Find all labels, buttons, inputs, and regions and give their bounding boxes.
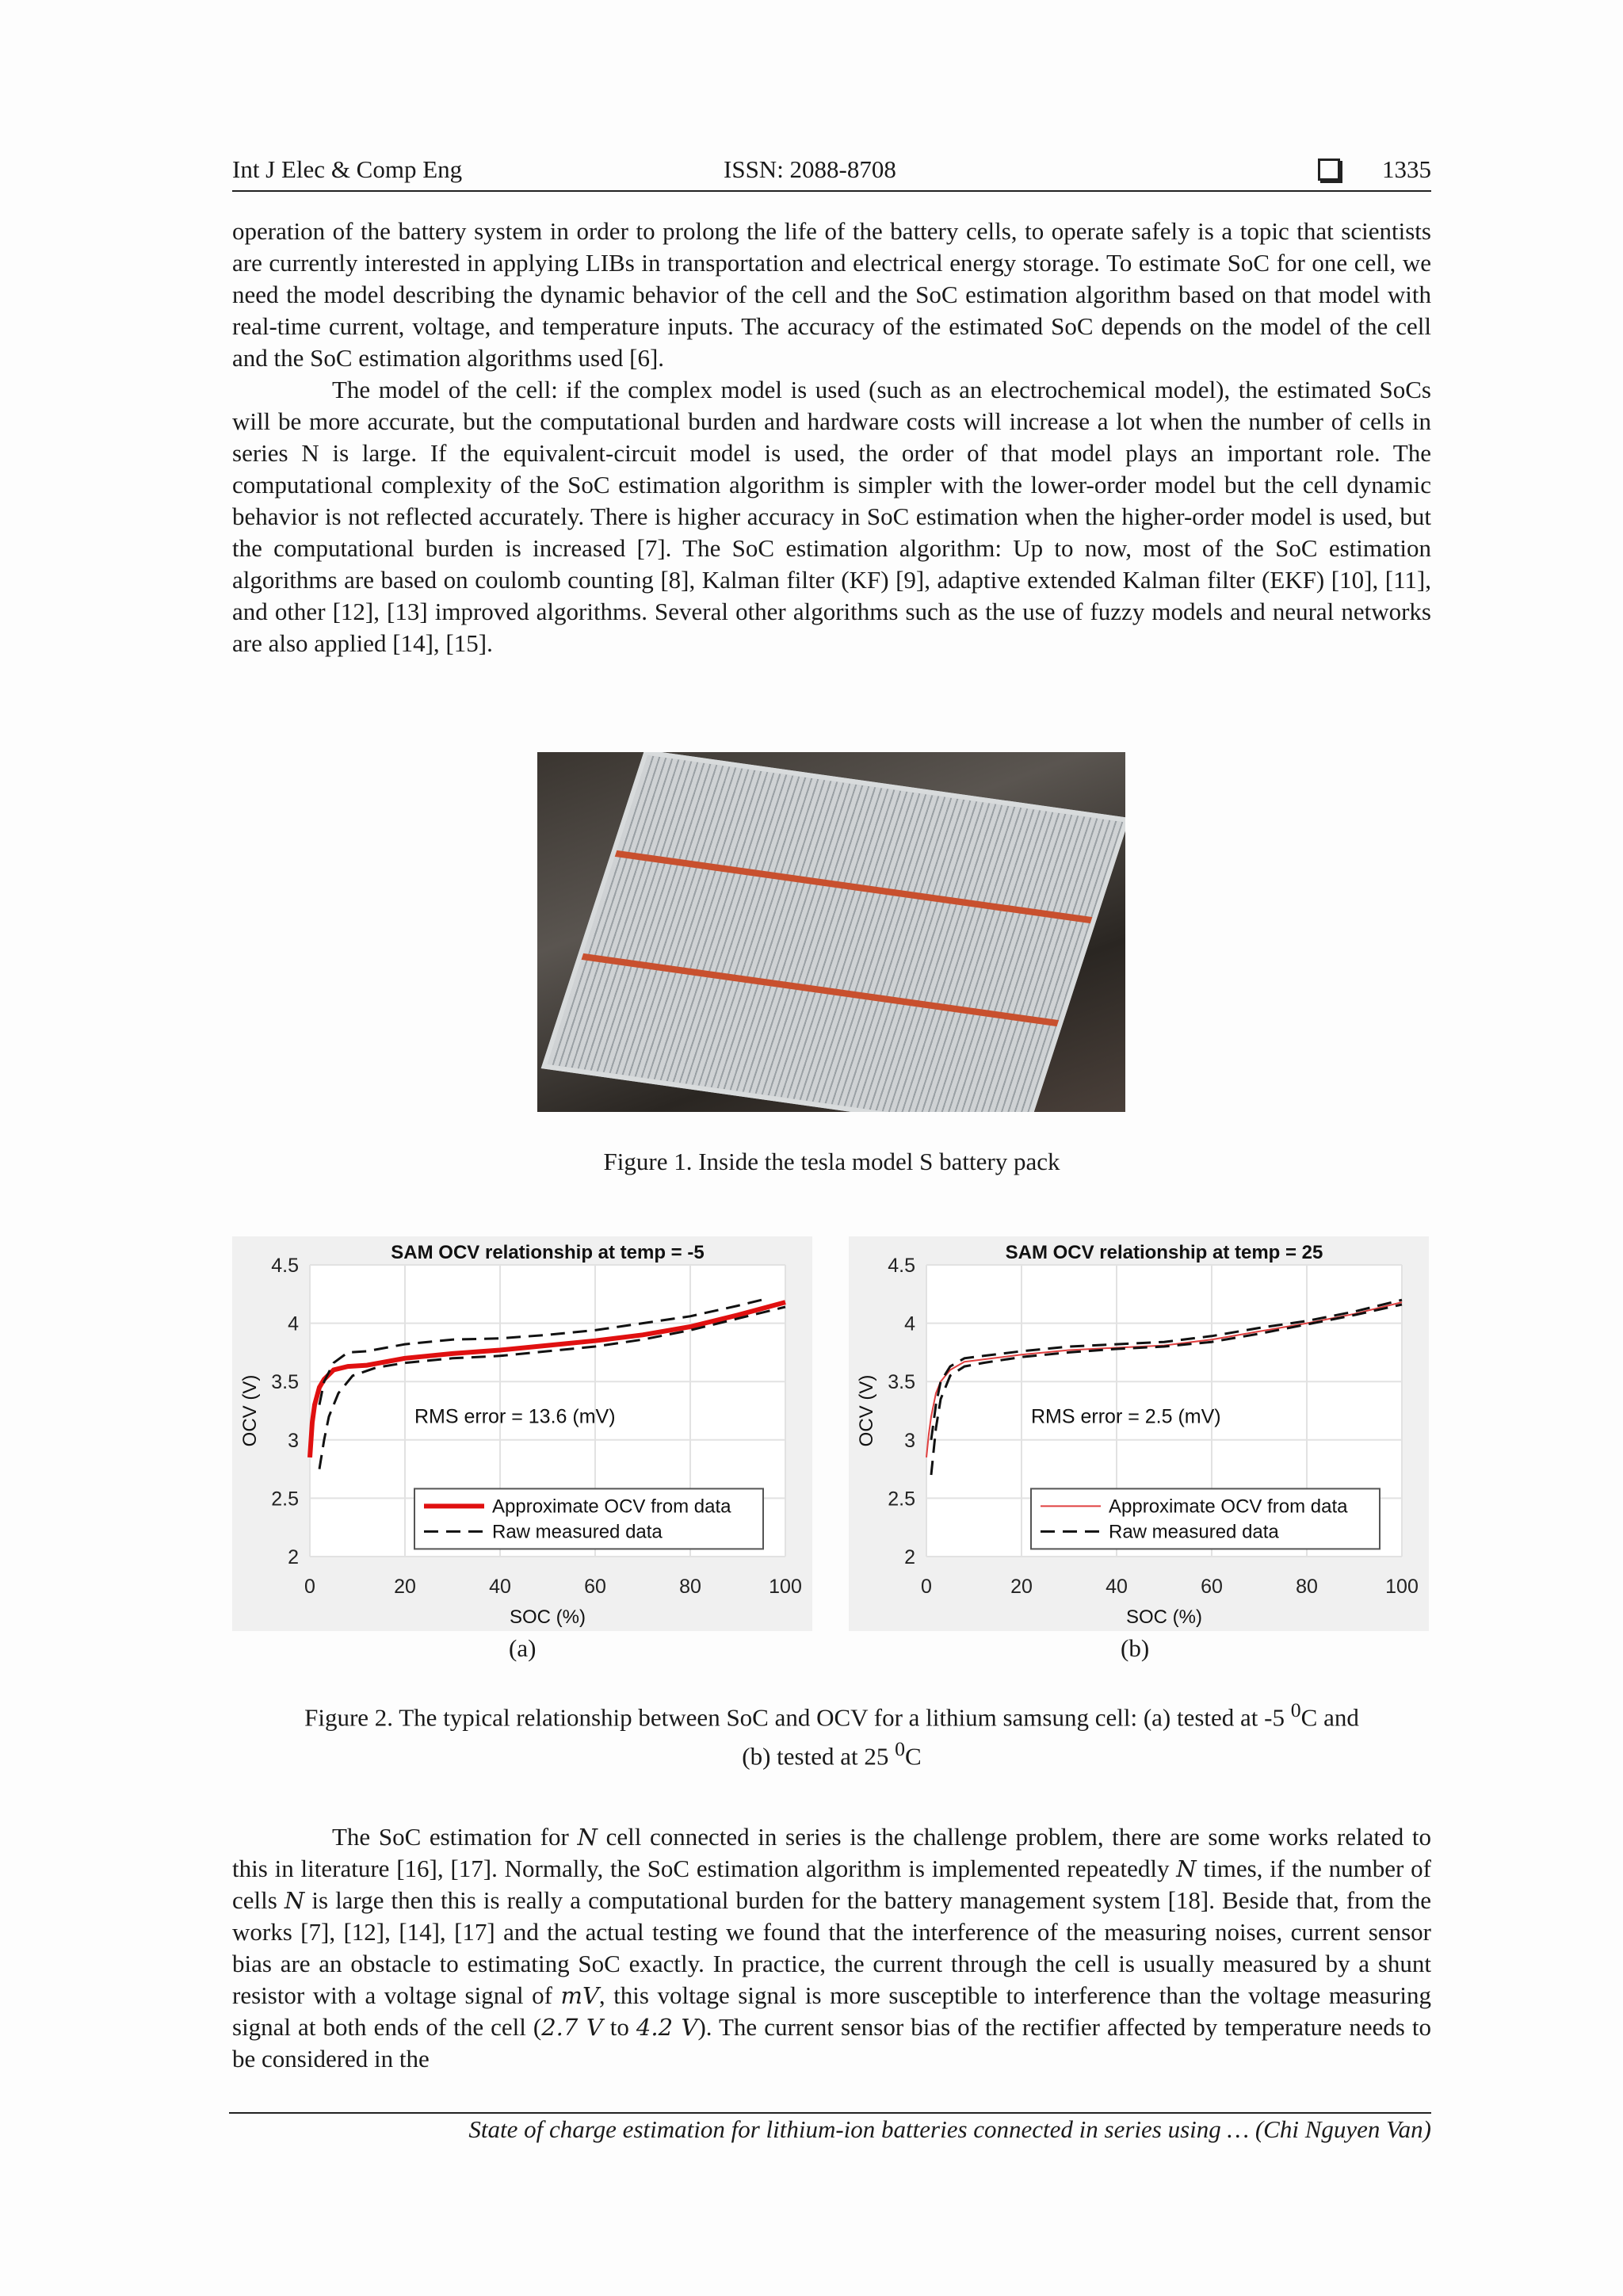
caption-sup2: 0	[895, 1737, 906, 1761]
y-tick-label: 4	[904, 1312, 915, 1335]
page-number: 1335	[1382, 155, 1431, 183]
caption-line1: Figure 2. The typical relationship between SoC and OCV for a lithium samsung cell: (a) tested at -5	[304, 1703, 1291, 1732]
x-tick-label: 100	[1385, 1576, 1419, 1598]
rms-annotation: RMS error = 13.6 (mV)	[414, 1405, 616, 1428]
figure-2-caption	[232, 1694, 1431, 1773]
page-footer: State of charge estimation for lithium-ion batteries connected in series using … (Chi Nguyen Van)	[468, 2115, 1431, 2143]
y-tick-label: 2.5	[271, 1488, 299, 1511]
legend-label-raw: Raw measured data	[492, 1521, 663, 1543]
x-axis-label: SOC (%)	[1126, 1606, 1202, 1628]
y-tick-label: 3	[288, 1429, 299, 1452]
y-tick-label: 2.5	[888, 1488, 915, 1511]
issn: ISSN: 2088-8708	[724, 155, 896, 183]
x-tick-label: 20	[1010, 1576, 1033, 1598]
x-tick-label: 100	[769, 1576, 802, 1598]
x-tick-label: 20	[394, 1576, 416, 1598]
paragraph-1: operation of the battery system in order to prolong the life of the battery cells, to operate safely is a topic that scientists are currently interested in applying LIBs in transportation and electrical energy storage. To estimate SoC for one cell, we need the model describing the dynamic behavior of the cell and the SoC estimation algorithm based on that model with real-time current, voltage, and temperature inputs. The accuracy of the estimated SoC depends on the model of the cell and the SoC estimation algorithms used [6].	[232, 217, 1431, 372]
x-tick-label: 0	[304, 1576, 315, 1598]
chart-title: SAM OCV relationship at temp = 25	[1005, 1242, 1323, 1263]
chart-a	[232, 1236, 812, 1631]
battery-pack-photo	[537, 752, 1125, 1112]
legend-label-approx: Approximate OCV from data	[492, 1496, 731, 1518]
y-tick-label: 3	[904, 1429, 915, 1452]
square-icon	[1318, 159, 1340, 181]
battery-pack-shape	[541, 752, 1125, 1112]
body-text-bottom	[232, 1821, 1431, 2075]
subfigure-label-b: (b)	[1121, 1634, 1150, 1662]
x-tick-label: 80	[679, 1576, 701, 1598]
body-text-top	[232, 216, 1431, 659]
chart-b	[849, 1236, 1429, 1631]
y-tick-label: 4.5	[888, 1255, 915, 1277]
paragraph-2: The model of the cell: if the complex model is used (such as an electrochemical model), the estimated SoCs will be more accurate, but the computational burden and hardware costs will increase a lot when the number of cells in series N is large. If the equivalent-circuit model is used, the order of that model plays an important role. The computational complexity of the SoC estimation algorithm is simpler with the lower-order model but the cell dynamic behavior is not reflected accurately. There is higher accuracy in SoC estimation when the higher-order model is used, but the computational burden is increased [7]. The SoC estimation algorithm: Up to now, most of the SoC estimation algorithms are based on coulomb counting [8], Kalman filter (KF) [9], adaptive extended Kalman filter (EKF) [10], [11], and other [12], [13] improved algorithms. Several other algorithms such as the use of fuzzy models and neural networks are also applied [14], [15].	[232, 376, 1431, 657]
x-tick-label: 60	[1201, 1576, 1223, 1598]
y-axis-label: OCV (V)	[239, 1374, 261, 1447]
figure-1-caption: Figure 1. Inside the tesla model S battery pack	[603, 1148, 1060, 1175]
legend-label-raw: Raw measured data	[1109, 1521, 1279, 1543]
page-header	[232, 155, 1431, 192]
rms-annotation: RMS error = 2.5 (mV)	[1031, 1405, 1221, 1428]
caption-line2: (b) tested at 25	[742, 1742, 896, 1771]
x-tick-label: 80	[1296, 1576, 1318, 1598]
y-tick-label: 4.5	[271, 1255, 299, 1277]
chart-title: SAM OCV relationship at temp = -5	[391, 1242, 705, 1263]
caption-sup1: 0	[1290, 1698, 1301, 1721]
x-axis-label: SOC (%)	[510, 1606, 586, 1628]
caption-line2-end: C	[905, 1742, 922, 1771]
chart-b-svg	[849, 1236, 1429, 1631]
subfigure-label-a: (a)	[509, 1634, 537, 1662]
y-tick-label: 3.5	[271, 1371, 299, 1394]
x-tick-label: 40	[1106, 1576, 1128, 1598]
caption-line1-end: C and	[1300, 1703, 1359, 1732]
y-tick-label: 2	[904, 1546, 915, 1568]
y-tick-label: 3.5	[888, 1371, 915, 1394]
journal-name: Int J Elec & Comp Eng	[232, 155, 463, 183]
x-tick-label: 40	[489, 1576, 511, 1598]
y-tick-label: 2	[288, 1546, 299, 1568]
paragraph-3: The SoC estimation for N cell connected in series is the challenge problem, there are some works related to this in literature [16], [17]. Normally, the SoC estimation algorithm is implemented repeatedly N times, if the number of cells N is large then this is really a computational burden for the battery management system [18]. Beside that, from the works [7], [12], [14], [17] and the actual testing we found that the interference of the measuring noises, current sensor bias are an obstacle to estimating SoC exactly. In practice, the current through the cell is usually measured by a shunt resistor with a voltage signal of mV, this voltage signal is more susceptible to interference than the voltage measuring signal at both ends of the cell (2.7 V to 4.2 V). The current sensor bias of the rectifier affected by temperature needs to be considered in the	[232, 1823, 1432, 2073]
footer-rule	[229, 2112, 1431, 2114]
chart-a-svg	[232, 1236, 812, 1631]
x-tick-label: 60	[584, 1576, 606, 1598]
y-tick-label: 4	[288, 1312, 299, 1335]
y-axis-label: OCV (V)	[856, 1374, 877, 1447]
x-tick-label: 0	[921, 1576, 932, 1598]
legend-label-approx: Approximate OCV from data	[1109, 1496, 1348, 1518]
